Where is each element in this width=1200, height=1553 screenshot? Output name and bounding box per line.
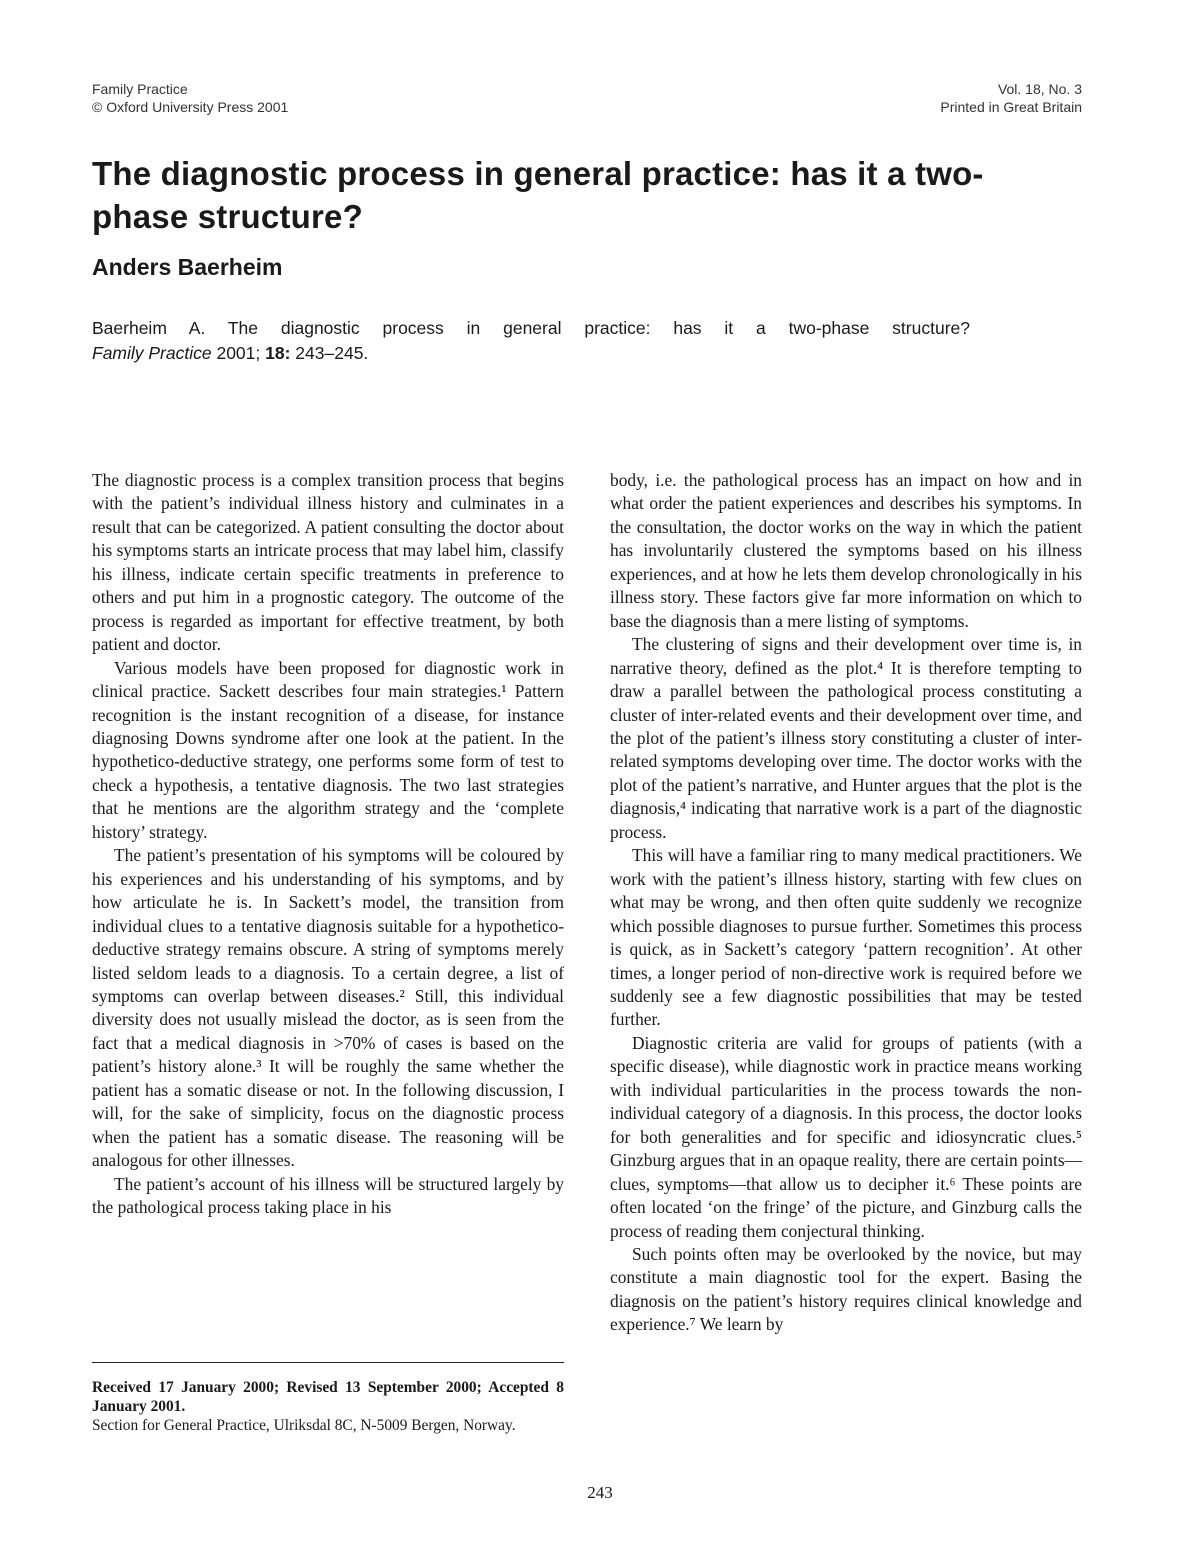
paragraph: The clustering of signs and their development over time is, in narrative theory, defined as the plot.⁴ It is therefore tempting to draw a parallel between the pathological process constituting a cluster of inter-related events and their development over time, and the plot of the patient’s illness story constituting a cluster of inter-related symptoms developing over time. The doctor works with the plot of the patient’s narrative, and Hunter argues that the plot is the diagnosis,⁴ indicating that narrative work is a part of the diagnostic process. [610, 634, 1082, 842]
paragraph: The patient’s account of his illness will be structured largely by the pathological process taking place in his [92, 1173, 564, 1218]
page-number: 243 [587, 1483, 613, 1502]
paragraph: body, i.e. the pathological process has an impact on how and in what order the patient experiences and describes his symptoms. In the consultation, the doctor works on the way in which the patient has involuntarily clustered the symptoms based on his illness experiences, and at how he lets them develop chronologically in his illness story. These factors give far more information on which to base the diagnosis than a mere listing of symptoms. [610, 470, 1082, 631]
citation-journal: Family Practice [92, 343, 212, 363]
citation-pages: 243–245. [290, 343, 369, 363]
running-header-right [940, 80, 1082, 116]
citation-volume: 18: [265, 343, 291, 363]
citation-block [92, 316, 970, 366]
paragraph: This will have a familiar ring to many medical practitioners. We work with the patient’s illness history, starting with few clues on what may be wrong, and then often quite suddenly we recognize which possible diagnoses to pursue further. Sometimes this process is quick, as in Sackett’s category ‘pattern recognition’. At other times, a longer period of non-directive work is required before we suddenly see a few diagnostic possibilities that may be tested further. [610, 845, 1082, 1030]
paragraph: The patient’s presentation of his symptoms will be coloured by his experiences and his understanding of his symptoms, and by how articulate he is. In Sackett’s model, the transition from individual clues to a tentative diagnosis suitable for a hypothetico-deductive strategy remains obscure. A string of symptoms merely listed seldom leads to a diagnosis. To a certain degree, a list of symptoms can overlap between diseases.² Still, this individual diversity does not usually mislead the doctor, as is seen from the fact that a medical diagnosis in >70% of cases is based on the patient’s history alone.³ It will be roughly the same whether the patient has a somatic disease or not. In the following discussion, I will, for the sake of simplicity, focus on the diagnostic process when the patient has a somatic disease. The reasoning will be analogous for other illnesses. [92, 845, 564, 1171]
article-title: The diagnostic process in general practice: has it a two-phase structure? [92, 155, 984, 235]
citation-text: Baerheim A. The diagnostic process in general practice: has it a two-phase structure? [92, 318, 970, 338]
paragraph: Various models have been proposed for diagnostic work in clinical practice. Sackett describes four main strategies.¹ Pattern recognition is the instant recognition of a disease, for instance diagnosing Downs syndrome after one look at the patient. In the hypothetico-deductive strategy, one performs some form of test to check a hypothesis, a tentative diagnosis. The two last strategies that he mentions are the algorithm strategy and the ‘complete history’ strategy. [92, 657, 564, 842]
publisher-line: © Oxford University Press 2001 [92, 99, 289, 115]
paragraph: The diagnostic process is a complex transition process that begins with the patient’s individual illness history and culminates in a result that can be categorized. A patient consulting the doctor about his symptoms starts an intricate process that may label him, classify his illness, indicate certain specific treatments in preference to others and put him in a prognostic category. The outcome of the process is regarded as important for effective treatment, by both patient and doctor. [92, 470, 564, 655]
footnote-block [92, 1378, 564, 1435]
journal-name: Family Practice [92, 81, 188, 97]
author-address: Section for General Practice, Ulriksdal 8C, N-5009 Bergen, Norway. [92, 1417, 516, 1434]
running-header-left [92, 80, 288, 116]
article-author: Anders Baerheim [92, 254, 283, 280]
citation-year: 2001; [211, 343, 266, 363]
paragraph: Diagnostic criteria are valid for groups of patients (with a specific disease), while diagnostic work in practice means working with individual particularities in the process towards the non-individual category of a diagnosis. In this process, the doctor looks for both generalities and for specific and idiosyncratic clues.⁵ Ginzburg argues that in an opaque reality, there are certain points—clues, symptoms—that allow us to decipher it.⁶ These points are often located ‘on the fringe’ of the picture, and Ginzburg calls the process of reading them conjectural thinking. [610, 1032, 1082, 1241]
volume-issue: Vol. 18, No. 3 [997, 81, 1082, 97]
body-column-right [610, 469, 1082, 1337]
received-dates: Received 17 January 2000; Revised 13 September 2000; Accepted 8 January 2001. [92, 1379, 564, 1415]
body-column-left [92, 469, 564, 1220]
footnote-divider [92, 1362, 564, 1363]
printed-in: Printed in Great Britain [940, 99, 1082, 115]
paragraph: Such points often may be overlooked by the novice, but may constitute a main diagnostic tool for the expert. Basing the diagnosis on the patient’s history requires clinical knowledge and experience.⁷ We learn by [610, 1243, 1082, 1335]
